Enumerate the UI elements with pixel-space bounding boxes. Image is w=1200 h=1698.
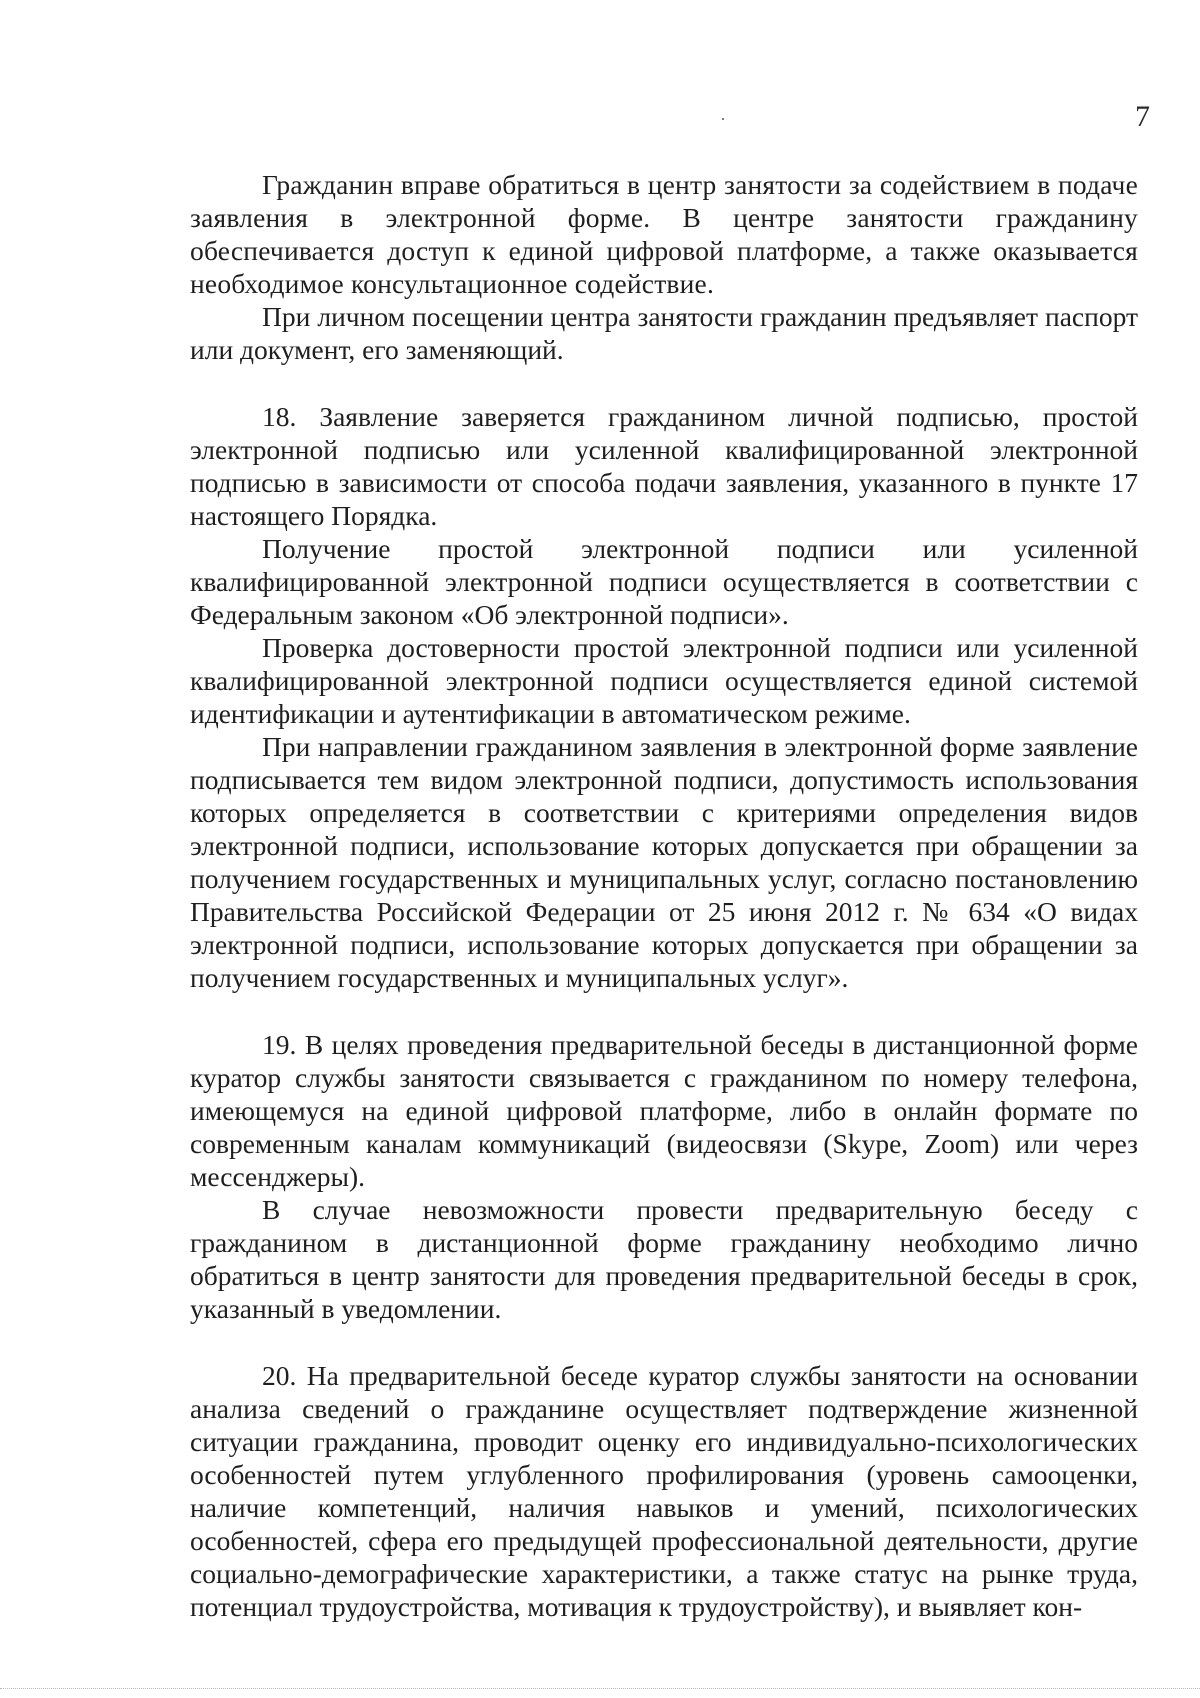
paragraph-electronic-submission: При направлении гражданином заявления в электронной форме заявление подписывается тем видом электронной подписи, допустимость использования которых определяется в соответствии с критериями определения видов электронной подписи, использование которых допускается при обращении за получением государственных и муниципальных услуг, согласно постановлению Правительства Российской Федерации от 25 июня 2012 г. № 634 «О видах электронной подписи, использование которых допускается при обращении за получением государственных и муниципальных услуг». xyxy=(190,731,1138,993)
page-number: 7 xyxy=(1135,100,1150,133)
paragraph-item-18: 18. Заявление заверяется гражданином личной подписью, простой электронной подписью или усиленной квалифицированной электронной подписью в зависимости от способа подачи заявления, указанного в пункте 17 настоящего Порядка. xyxy=(190,401,1138,531)
paragraph-item-19: 19. В целях проведения предварительной беседы в дистанционной форме куратор службы занятости связывается с гражданином по номеру телефона, имеющемуся на единой цифровой платформе, либо в онлайн формате по современным каналам коммуникаций (видеосвязи (Skype, Zoom) или через мессенджеры). xyxy=(190,1029,1138,1192)
paragraph-item-20: 20. На предварительной беседе куратор службы занятости на основании анализа сведений о гражданине осуществляет подтверждение жизненной ситуации гражданина, проводит оценку его индивидуально-психологических особенностей путем углубленного профилирования (уровень самооценки, наличие компетенций, наличия навыков и умений, психологических особенностей, сфера его предыдущей профессиональной деятельности, другие социально-демографические характеристики, а также статус на рынке труда, потенциал трудоустройства, мотивация к трудоустройству), и выявляет кон- xyxy=(190,1360,1138,1622)
scan-speck xyxy=(722,118,724,120)
paragraph-signature-obtaining: Получение простой электронной подписи или усиленной квалифицированной электронной подписи осуществляется в соответствии с Федеральным законом «Об электронной подписи». xyxy=(190,533,1138,630)
paragraph-citizen-right-to-apply: Гражданин вправе обратиться в центр занятости за содействием в подаче заявления в электронной форме. В центре занятости гражданину обеспечивается доступ к единой цифровой платформе, а также оказывается необходимое консультационное содействие. xyxy=(190,169,1138,299)
section-gap xyxy=(190,366,1138,400)
section-gap xyxy=(190,994,1138,1028)
paragraph-in-person-interview: В случае невозможности провести предварительную беседу с гражданином в дистанционной форме гражданину необходимо лично обратиться в центр занятости для проведения предварительной беседы в срок, указанный в уведомлении. xyxy=(190,1194,1138,1324)
body-text xyxy=(190,168,1138,1623)
scan-bottom-edge xyxy=(0,1688,1200,1691)
paragraph-signature-verification: Проверка достоверности простой электронной подписи или усиленной квалифицированной электронной подписи осуществляется единой системой идентификации и аутентификации в автоматическом режиме. xyxy=(190,632,1138,729)
paragraph-personal-visit: При личном посещении центра занятости гражданин предъявляет паспорт или документ, его заменяющий. xyxy=(190,301,1138,365)
section-gap xyxy=(190,1325,1138,1359)
